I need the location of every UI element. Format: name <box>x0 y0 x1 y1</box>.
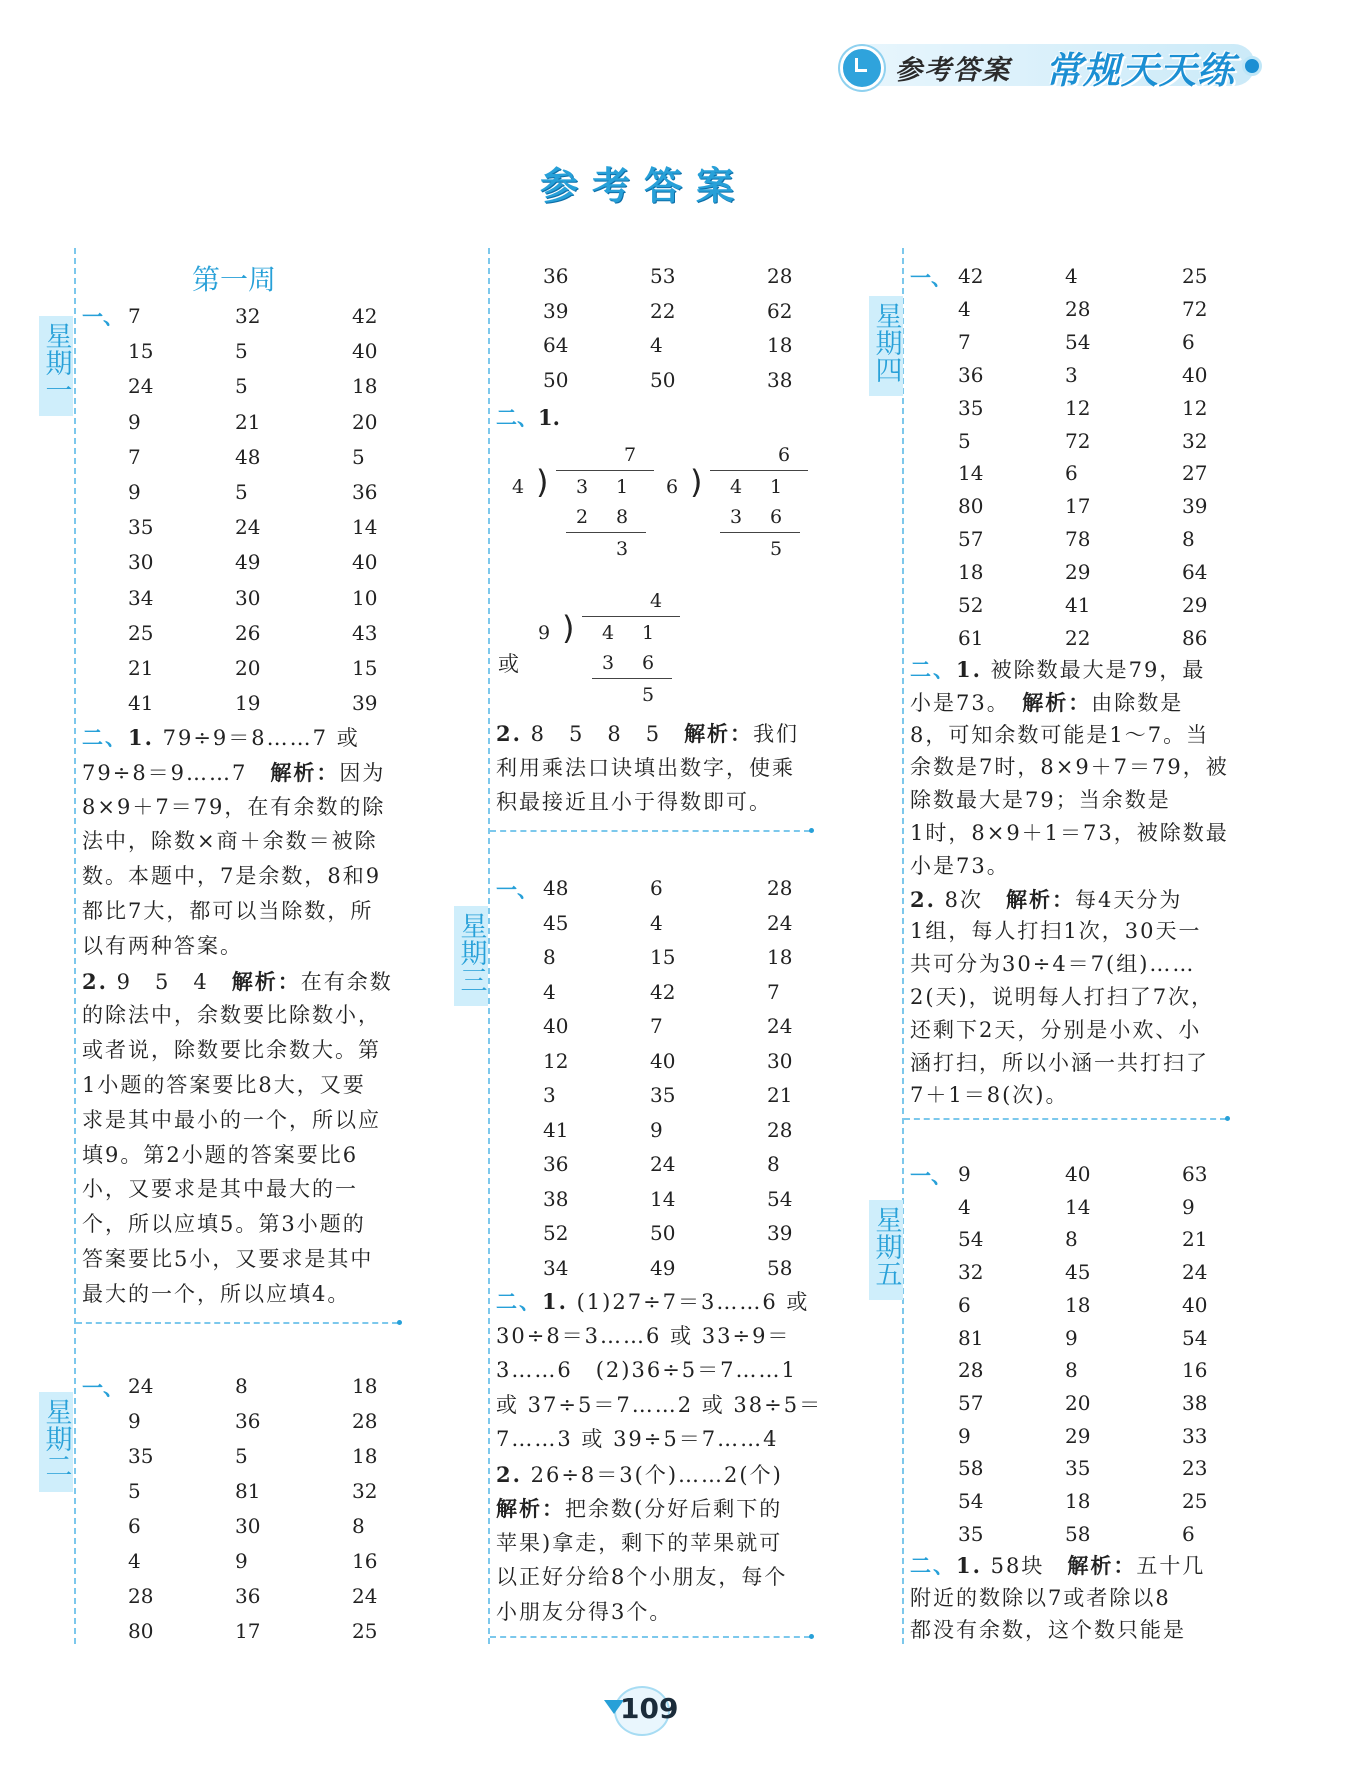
answer-cell: 14 <box>650 1186 676 1211</box>
answer-cell: 21 <box>767 1083 793 1107</box>
answer-cell: 57 <box>958 527 984 552</box>
answer-cell: 15 <box>650 945 676 969</box>
answer-cell: 32 <box>352 1479 378 1503</box>
remainder: 3 <box>616 538 629 560</box>
text-line: 79÷8＝9……7 解析：因为 <box>82 759 386 785</box>
answer-cell: 14 <box>352 515 378 540</box>
answer-cell: 35 <box>650 1083 676 1107</box>
dividend-digit: 1 <box>770 476 783 498</box>
answer-cell: 9 <box>1182 1194 1195 1219</box>
answer-cell: 19 <box>235 691 261 716</box>
answer-cell: 36 <box>958 362 984 387</box>
header-banner <box>840 34 1280 94</box>
product-digit: 2 <box>576 506 589 528</box>
answer-cell: 34 <box>128 585 154 610</box>
answer-cell: 12 <box>543 1048 569 1073</box>
answer-cell: 8 <box>352 1514 365 1538</box>
text-line: 2(天)，说明每人打扫了7次， <box>910 985 1215 1009</box>
banner-badge-label: 参考答案 <box>895 55 1011 86</box>
answer-cell: 6 <box>128 1514 141 1538</box>
answer-cell: 52 <box>958 593 984 617</box>
answer-cell: 33 <box>1182 1423 1208 1448</box>
answer-cell: 21 <box>128 656 154 680</box>
answer-cell: 18 <box>767 945 793 969</box>
answer-cell: 14 <box>958 461 984 486</box>
answer-cell: 25 <box>128 620 154 645</box>
answer-cell: 32 <box>958 1260 984 1285</box>
text-line: 以有两种答案。 <box>82 933 243 958</box>
answer-cell: 6 <box>958 1292 971 1317</box>
text-line: 二、1. 58块 解析：五十几 <box>910 1553 1206 1578</box>
answer-cell: 29 <box>1065 1423 1091 1448</box>
answer-cell: 18 <box>958 560 984 585</box>
answer-cell: 24 <box>128 374 154 399</box>
answer-cell: 63 <box>1182 1162 1208 1186</box>
answer-cell: 4 <box>958 1194 971 1219</box>
answer-cell: 32 <box>1182 428 1208 453</box>
answer-cell: 35 <box>1065 1456 1091 1481</box>
section-one-mark: 一、 <box>910 1163 952 1188</box>
text-line: 利用乘法口诀填出数字，使乘 <box>496 755 795 780</box>
answer-cell: 32 <box>235 304 261 328</box>
answer-cell: 6 <box>1182 329 1195 354</box>
answer-cell: 7 <box>128 444 141 469</box>
answer-cell: 7 <box>767 979 780 1004</box>
remainder: 5 <box>642 684 655 706</box>
answer-cell: 40 <box>1065 1162 1091 1186</box>
answer-cell: 7 <box>650 1014 663 1038</box>
answer-cell: 72 <box>1182 296 1208 321</box>
division-bar <box>710 470 808 471</box>
answer-cell: 58 <box>767 1255 793 1280</box>
answer-cell: 54 <box>958 1227 984 1252</box>
col3-left-rule <box>902 248 904 1644</box>
text-line: 小是73。 <box>910 853 1010 878</box>
answer-cell: 42 <box>650 979 676 1004</box>
answer-cell: 86 <box>1182 625 1208 650</box>
answer-cell: 54 <box>1065 329 1091 354</box>
text-line: 附近的数除以7或者除以8 <box>910 1585 1171 1610</box>
text-line: 2. 26÷8＝3(个)……2(个) <box>496 1461 783 1487</box>
section-one-mark: 一、 <box>82 1375 124 1400</box>
answer-cell: 18 <box>1065 1489 1091 1513</box>
answer-cell: 38 <box>767 367 793 392</box>
long-division-3 <box>538 590 678 720</box>
answer-cell: 4 <box>650 910 663 935</box>
answer-cell: 50 <box>650 367 676 392</box>
answer-cell: 29 <box>1065 560 1091 585</box>
answer-cell: 6 <box>650 876 663 900</box>
answer-cell: 61 <box>958 625 984 650</box>
day-tab-thursday <box>869 296 903 396</box>
answer-cell: 24 <box>767 910 793 935</box>
answer-cell: 18 <box>767 333 793 357</box>
text-line: 2. 8次 解析：每4天分为 <box>910 886 1183 912</box>
answer-cell: 81 <box>235 1479 261 1503</box>
product-digit: 3 <box>730 506 743 528</box>
answer-cell: 4 <box>543 979 556 1004</box>
text-line: 填9。第2小题的答案要比6 <box>82 1142 359 1167</box>
quotient: 7 <box>624 444 637 466</box>
text-line: 1小题的答案要比8大，又要 <box>82 1073 366 1097</box>
answer-cell: 48 <box>235 444 261 469</box>
text-line: 3……6 (2)36÷5＝7……1 <box>496 1358 797 1382</box>
answer-cell: 8 <box>235 1374 248 1398</box>
subtraction-bar <box>566 532 646 533</box>
day-label: 星期五 <box>870 1206 902 1287</box>
long-division-1 <box>512 444 652 574</box>
divisor: 6 <box>666 476 679 498</box>
day-label: 星期二 <box>40 1398 72 1479</box>
col1-left-rule <box>74 248 76 1644</box>
answer-cell: 25 <box>1182 264 1208 288</box>
text-line: 都比7大，都可以当除数，所 <box>82 899 374 923</box>
text-line: 二、1. (1)27÷7＝3……6 或 <box>496 1289 810 1314</box>
answer-cell: 45 <box>543 910 569 935</box>
answer-cell: 9 <box>128 409 141 434</box>
answer-cell: 12 <box>1065 395 1091 420</box>
answer-cell: 24 <box>650 1152 676 1176</box>
answer-cell: 5 <box>235 339 248 364</box>
answer-cell: 40 <box>1182 362 1208 387</box>
answer-cell: 78 <box>1065 527 1091 552</box>
answer-cell: 53 <box>650 264 676 288</box>
answer-cell: 25 <box>1182 1489 1208 1513</box>
answer-cell: 40 <box>543 1014 569 1038</box>
answer-cell: 5 <box>235 480 248 504</box>
week-heading: 第一周 <box>192 263 277 296</box>
answer-cell: 10 <box>352 585 378 610</box>
text-line: 7……3 或 39÷5＝7……4 <box>496 1427 779 1451</box>
answer-cell: 5 <box>235 1444 248 1468</box>
answer-cell: 52 <box>543 1221 569 1245</box>
answer-cell: 54 <box>767 1186 793 1211</box>
answer-cell: 9 <box>958 1162 971 1186</box>
answer-cell: 38 <box>543 1186 569 1211</box>
product-digit: 6 <box>770 506 783 528</box>
answer-cell: 5 <box>958 428 971 453</box>
text-line: 解析：把余数(分好后剩下的 <box>496 1496 783 1521</box>
answer-cell: 20 <box>352 409 378 434</box>
subtraction-bar <box>592 678 672 679</box>
answer-cell: 54 <box>1182 1325 1208 1350</box>
answer-cell: 30 <box>767 1048 793 1073</box>
answer-cell: 30 <box>235 1514 261 1538</box>
day-tab-wednesday <box>454 906 488 1006</box>
divider-mon-tue <box>76 1322 398 1324</box>
text-line: 小，又要求是其中最大的一 <box>82 1177 358 1202</box>
col2-left-rule <box>488 248 490 1644</box>
day-tab-friday <box>869 1200 903 1300</box>
answer-cell: 49 <box>650 1255 676 1280</box>
answer-cell: 28 <box>352 1409 378 1433</box>
answer-cell: 28 <box>958 1358 984 1383</box>
dividend-digit: 1 <box>642 622 655 644</box>
answer-cell: 5 <box>235 374 248 399</box>
answer-cell: 9 <box>128 480 141 504</box>
answer-cell: 20 <box>235 656 261 680</box>
answer-cell: 28 <box>1065 296 1091 321</box>
long-division-2 <box>666 444 806 574</box>
answer-cell: 50 <box>543 367 569 392</box>
division-bar <box>556 470 654 471</box>
text-line: 求是其中最小的一个，所以应 <box>82 1107 381 1132</box>
dividend-digit: 4 <box>730 476 743 498</box>
answer-cell: 22 <box>1065 625 1091 650</box>
text-line: 的除法中，余数要比除数小， <box>82 1003 381 1028</box>
answer-cell: 18 <box>352 1444 378 1468</box>
text-line: 7＋1＝8(次)。 <box>910 1083 1069 1108</box>
answer-cell: 21 <box>1182 1227 1208 1252</box>
page-title: 参考答案 <box>540 163 749 208</box>
bracket-glyph: ) <box>562 609 575 647</box>
dividend-digit: 4 <box>602 622 615 644</box>
answer-cell: 7 <box>128 304 141 328</box>
answer-cell: 57 <box>958 1390 984 1415</box>
page-number: 109 <box>620 1692 679 1725</box>
answer-cell: 6 <box>1182 1521 1195 1546</box>
diamond-icon <box>1242 56 1262 76</box>
answer-cell: 12 <box>1182 395 1208 420</box>
answer-cell: 4 <box>650 333 663 357</box>
answer-cell: 22 <box>650 298 676 323</box>
subtraction-bar <box>720 532 800 533</box>
answer-cell: 36 <box>235 1409 261 1433</box>
answer-cell: 25 <box>352 1619 378 1643</box>
day-label: 星期一 <box>40 322 72 403</box>
text-line: 1组，每人打扫1次，30天一 <box>910 919 1202 944</box>
text-line: 8×9＋7＝79，在有余数的除 <box>82 794 386 819</box>
answer-cell: 24 <box>1182 1260 1208 1285</box>
answer-cell: 35 <box>958 395 984 420</box>
answer-cell: 17 <box>1065 494 1091 519</box>
answer-cell: 40 <box>1182 1292 1208 1317</box>
answer-cell: 40 <box>352 550 378 575</box>
text-line: 个，所以应填5。第3小题的 <box>82 1212 366 1237</box>
answer-cell: 14 <box>1065 1194 1091 1219</box>
answer-cell: 54 <box>958 1489 984 1513</box>
answer-cell: 5 <box>128 1479 141 1503</box>
divider-thu-fri <box>904 1118 1226 1120</box>
answer-cell: 42 <box>352 304 378 328</box>
answer-cell: 18 <box>1065 1292 1091 1317</box>
clock-icon <box>840 46 884 90</box>
answer-cell: 24 <box>767 1014 793 1038</box>
text-line: 8，可知余数可能是1～7。当 <box>910 722 1210 747</box>
answer-cell: 24 <box>352 1584 378 1608</box>
text-line: 都没有余数，这个数只能是 <box>910 1618 1186 1642</box>
answer-cell: 21 <box>235 409 261 434</box>
text-line: 涵打扫，所以小涵一共打扫了 <box>910 1050 1209 1075</box>
answer-cell: 7 <box>958 329 971 354</box>
answer-cell: 80 <box>128 1619 154 1643</box>
answer-cell: 40 <box>650 1048 676 1073</box>
answer-cell: 18 <box>352 374 378 399</box>
answer-cell: 27 <box>1182 461 1208 486</box>
answer-cell: 23 <box>1182 1456 1208 1481</box>
answer-cell: 15 <box>128 339 154 364</box>
banner-series-name: 常规天天练 <box>1045 49 1235 92</box>
section-one-mark: 一、 <box>496 877 538 902</box>
answer-cell: 26 <box>235 620 261 645</box>
answer-cell: 40 <box>352 339 378 364</box>
divisor: 4 <box>512 476 525 498</box>
answer-cell: 15 <box>352 656 378 680</box>
text-line: 法中，除数×商＋余数＝被除 <box>82 829 378 854</box>
answer-cell: 36 <box>543 264 569 288</box>
answer-cell: 81 <box>958 1325 984 1350</box>
answer-cell: 43 <box>352 620 378 645</box>
answer-cell: 9 <box>1065 1325 1078 1350</box>
answer-cell: 28 <box>767 264 793 288</box>
answer-cell: 39 <box>767 1221 793 1245</box>
day-tab-monday <box>39 316 73 416</box>
answer-cell: 34 <box>543 1255 569 1280</box>
answer-cell: 39 <box>1182 494 1208 519</box>
answer-cell: 8 <box>1065 1227 1078 1252</box>
quotient: 6 <box>778 444 791 466</box>
answer-cell: 24 <box>128 1374 154 1398</box>
day-label: 星期三 <box>455 912 487 993</box>
bracket-glyph: ) <box>690 463 703 501</box>
answer-cell: 30 <box>235 585 261 610</box>
answer-cell: 3 <box>543 1083 556 1107</box>
answer-cell: 16 <box>1182 1358 1208 1383</box>
answer-cell: 6 <box>1065 461 1078 486</box>
dividend-digit: 1 <box>616 476 629 498</box>
product-digit: 6 <box>642 652 655 674</box>
answer-cell: 48 <box>543 876 569 900</box>
answer-cell: 28 <box>767 876 793 900</box>
text-line: 还剩下2天，分别是小欢、小 <box>910 1017 1202 1042</box>
answer-cell: 18 <box>352 1374 378 1398</box>
answer-cell: 30 <box>128 550 154 575</box>
answer-cell: 58 <box>1065 1521 1091 1546</box>
text-line: 二、1. 79÷9＝8……7 或 <box>82 725 360 750</box>
text-line: 数。本题中，7是余数，8和9 <box>82 864 382 889</box>
answer-cell: 49 <box>235 550 261 575</box>
answer-cell: 45 <box>1065 1260 1091 1285</box>
text-line: 2. 9 5 4 解析：在有余数 <box>82 968 393 994</box>
text-line: 30÷8＝3……6 或 33÷9＝ <box>496 1323 791 1348</box>
answer-cell: 41 <box>128 691 154 716</box>
answer-cell: 5 <box>352 444 365 469</box>
answer-cell: 62 <box>767 298 793 323</box>
answer-cell: 4 <box>958 296 971 321</box>
text-line: 除数最大是79；当余数是 <box>910 788 1171 813</box>
answer-cell: 38 <box>1182 1390 1208 1415</box>
answer-cell: 35 <box>958 1521 984 1546</box>
text-line: 以正好分给8个小朋友，每个 <box>496 1565 788 1589</box>
text-line: 最大的一个，所以应填4。 <box>82 1281 351 1306</box>
text-line: 二、1. 被除数最大是79，最 <box>910 657 1206 682</box>
divisor: 9 <box>538 622 551 644</box>
divider-tue-wed <box>490 830 810 832</box>
day-tab-tuesday <box>39 1392 73 1492</box>
answer-cell: 8 <box>767 1152 780 1176</box>
section-one-mark: 一、 <box>910 265 952 290</box>
text-line: 小朋友分得3个。 <box>496 1599 673 1624</box>
answer-cell: 36 <box>352 480 378 504</box>
answer-cell: 36 <box>543 1152 569 1176</box>
answer-cell: 28 <box>767 1117 793 1142</box>
answer-cell: 41 <box>543 1117 569 1142</box>
tue-part2-label <box>496 402 560 432</box>
answer-cell: 8 <box>543 945 556 969</box>
answer-cell: 39 <box>543 298 569 323</box>
answer-cell: 9 <box>235 1549 248 1573</box>
section-one-mark: 一、 <box>82 304 124 329</box>
answer-cell: 9 <box>128 1409 141 1433</box>
answer-cell: 4 <box>128 1549 141 1573</box>
divider-wed-end <box>490 1636 810 1638</box>
answer-cell: 4 <box>1065 264 1078 288</box>
bracket-glyph: ) <box>536 463 549 501</box>
answer-cell: 64 <box>1182 560 1208 585</box>
answer-cell: 58 <box>958 1456 984 1481</box>
answer-cell: 39 <box>352 691 378 716</box>
answer-cell: 29 <box>1182 593 1208 617</box>
day-label: 星期四 <box>870 302 902 383</box>
division-bar <box>582 616 680 617</box>
answer-cell: 3 <box>1065 362 1078 387</box>
text-line: 或者说，除数要比余数大。第 <box>82 1038 381 1063</box>
answer-cell: 36 <box>235 1584 261 1608</box>
text-line: 1时，8×9＋1＝73，被除数最 <box>910 821 1229 845</box>
text-line: 答案要比5小，又要求是其中 <box>82 1247 374 1271</box>
or-label: 或 <box>498 652 519 676</box>
answer-cell: 41 <box>1065 593 1091 617</box>
quotient: 4 <box>650 590 663 612</box>
answer-cell: 64 <box>543 333 569 357</box>
answer-cell: 50 <box>650 1221 676 1245</box>
answer-cell: 24 <box>235 515 261 540</box>
text-line: 苹果)拿走，剩下的苹果就可 <box>496 1530 783 1555</box>
answer-cell: 20 <box>1065 1390 1091 1415</box>
answer-cell: 72 <box>1065 428 1091 453</box>
answer-cell: 80 <box>958 494 984 519</box>
page-number-badge <box>604 1680 679 1740</box>
section-two-mark: 二、 <box>496 405 538 430</box>
text-line: 共可分为30÷4＝7(组)…… <box>910 952 1196 977</box>
product-digit: 8 <box>616 506 629 528</box>
answer-cell: 8 <box>1065 1358 1078 1383</box>
answer-cell: 42 <box>958 264 984 288</box>
text-line: 2. 8 5 8 5 解析：我们 <box>496 721 800 746</box>
answer-cell: 16 <box>352 1549 378 1573</box>
text-line: 余数是7时，8×9＋7＝79，被 <box>910 755 1229 780</box>
answer-cell: 35 <box>128 515 154 540</box>
dividend-digit: 3 <box>576 476 589 498</box>
q1-number: 1. <box>538 405 560 430</box>
answer-cell: 9 <box>958 1423 971 1448</box>
product-digit: 3 <box>602 652 615 674</box>
text-line: 积最接近且小于得数即可。 <box>496 790 772 814</box>
remainder: 5 <box>770 538 783 560</box>
text-line: 或 37÷5＝7……2 或 38÷5＝ <box>496 1392 823 1417</box>
answer-cell: 28 <box>128 1584 154 1608</box>
answer-cell: 35 <box>128 1444 154 1468</box>
text-line: 小是73。 解析：由除数是 <box>910 689 1184 715</box>
answer-cell: 9 <box>650 1117 663 1142</box>
answer-cell: 17 <box>235 1619 261 1643</box>
answer-cell: 8 <box>1182 527 1195 552</box>
